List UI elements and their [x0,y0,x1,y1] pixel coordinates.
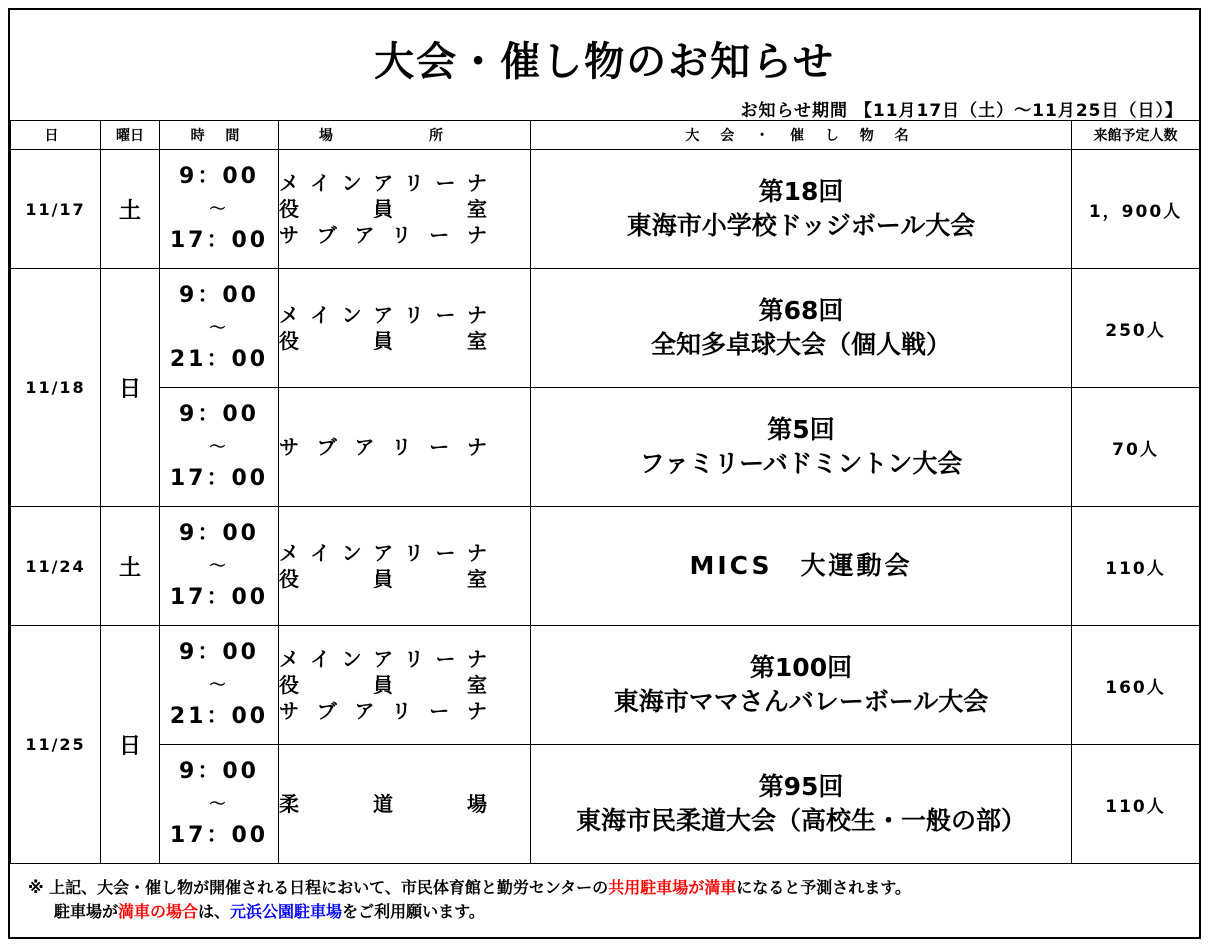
header-attendance: 来館予定人数 [1072,121,1200,150]
notice-line-1 [28,876,911,900]
place-line: 柔 道 場 [279,792,487,816]
place-cell [279,626,531,745]
place-line: メインアリーナ [279,647,487,671]
end-time: 17：00 [169,823,269,848]
end-time: 21：00 [169,704,269,729]
event-name: MICS 大運動会 [689,551,913,580]
end-time: 21：00 [169,347,269,372]
event-name: ファミリーバドミントン大会 [639,449,963,478]
place-cell [279,269,531,388]
date-cell: 11/24 [11,507,101,626]
time-cell [160,269,279,388]
attendance-cell: 160人 [1072,626,1200,745]
event-name: 全知多卓球大会（個人戦） [650,330,951,359]
event-number: 第95回 [758,772,844,801]
start-time: 9：00 [179,283,259,308]
time-cell [160,150,279,269]
place-line: 役 員 室 [279,673,487,697]
event-number: 第100回 [749,653,853,682]
header-dow: 曜日 [101,121,160,150]
event-cell [531,269,1072,388]
start-time: 9：00 [179,402,259,427]
table-row [11,626,1200,745]
time-cell [160,388,279,507]
alt-parking-name: 元浜公園駐車場 [230,902,343,921]
header-date: 日 [11,121,101,150]
start-time: 9：00 [179,640,259,665]
attendance-cell: 70人 [1072,388,1200,507]
place-line: 役 員 室 [279,329,487,353]
notice-text: 駐車場が [54,902,119,921]
time-separator: ～ [209,556,229,575]
event-cell [531,388,1072,507]
notice-warning: 満車の場合 [118,902,199,921]
day-of-week-cell: 日 [101,626,160,864]
event-number: 第5回 [767,415,835,444]
end-time: 17：00 [169,228,269,253]
header-time: 時 間 [160,121,279,150]
start-time: 9：00 [179,759,259,784]
place-cell [279,388,531,507]
notice-text: をご利用願います。 [342,902,485,921]
start-time: 9：00 [179,164,259,189]
time-cell [160,745,279,864]
notice-period: お知らせ期間 【11月17日（土）～11月25日（日）】 [740,101,1183,121]
time-cell [160,507,279,626]
parking-notice [28,876,911,924]
place-line: サブアリーナ [279,223,487,247]
event-cell [531,507,1072,626]
notice-line-2 [28,900,911,924]
time-cell [160,626,279,745]
time-separator: ～ [209,437,229,456]
place-line: メインアリーナ [279,303,487,327]
notice-text: は、 [198,902,231,921]
place-line: メインアリーナ [279,171,487,195]
notice-text: 上記、大会・催し物が開催される日程において、市民体育館と勤労センターの [49,878,609,897]
date-cell: 11/25 [11,626,101,864]
attendance-cell: 250人 [1072,269,1200,388]
table-row [11,745,1200,864]
place-line: メインアリーナ [279,541,487,565]
place-line: 役 員 室 [279,197,487,221]
event-cell [531,745,1072,864]
time-separator: ～ [209,794,229,813]
event-name: 東海市民柔道大会（高校生・一般の部） [575,806,1026,835]
event-name: 東海市ママさんバレーボール大会 [613,687,989,716]
place-cell [279,507,531,626]
date-cell: 11/17 [11,150,101,269]
time-separator: ～ [209,675,229,694]
table-row [11,269,1200,388]
notice-text: になると予測されます。 [736,878,911,897]
end-time: 17：00 [169,466,269,491]
attendance-cell: 1，900人 [1072,150,1200,269]
event-cell [531,626,1072,745]
event-number: 第18回 [758,177,844,206]
place-cell [279,150,531,269]
notice-board [8,8,1201,939]
table-row [11,388,1200,507]
attendance-cell: 110人 [1072,507,1200,626]
attendance-cell: 110人 [1072,745,1200,864]
place-line: 役 員 室 [279,567,487,591]
day-of-week-cell: 日 [101,269,160,507]
day-of-week-cell: 土 [101,507,160,626]
notice-mark: ※ [28,878,44,897]
page-title: 大会・催し物のお知らせ [374,39,835,85]
date-cell: 11/18 [11,269,101,507]
start-time: 9：00 [179,521,259,546]
event-name: 東海市小学校ドッジボール大会 [626,211,976,240]
time-separator: ～ [209,318,229,337]
place-line: サブアリーナ [279,699,487,723]
header-place: 場 所 [279,121,531,150]
event-cell [531,150,1072,269]
header-row [11,121,1200,150]
place-cell [279,745,531,864]
table-row [11,507,1200,626]
end-time: 17：00 [169,585,269,610]
time-separator: ～ [209,199,229,218]
table-row [11,150,1200,269]
place-line: サブアリーナ [279,435,487,459]
schedule-table [10,120,1200,864]
day-of-week-cell: 土 [101,150,160,269]
event-number: 第68回 [758,296,844,325]
notice-warning: 共用駐車場が満車 [608,878,737,897]
header-event: 大 会 ・ 催 し 物 名 [531,121,1072,150]
